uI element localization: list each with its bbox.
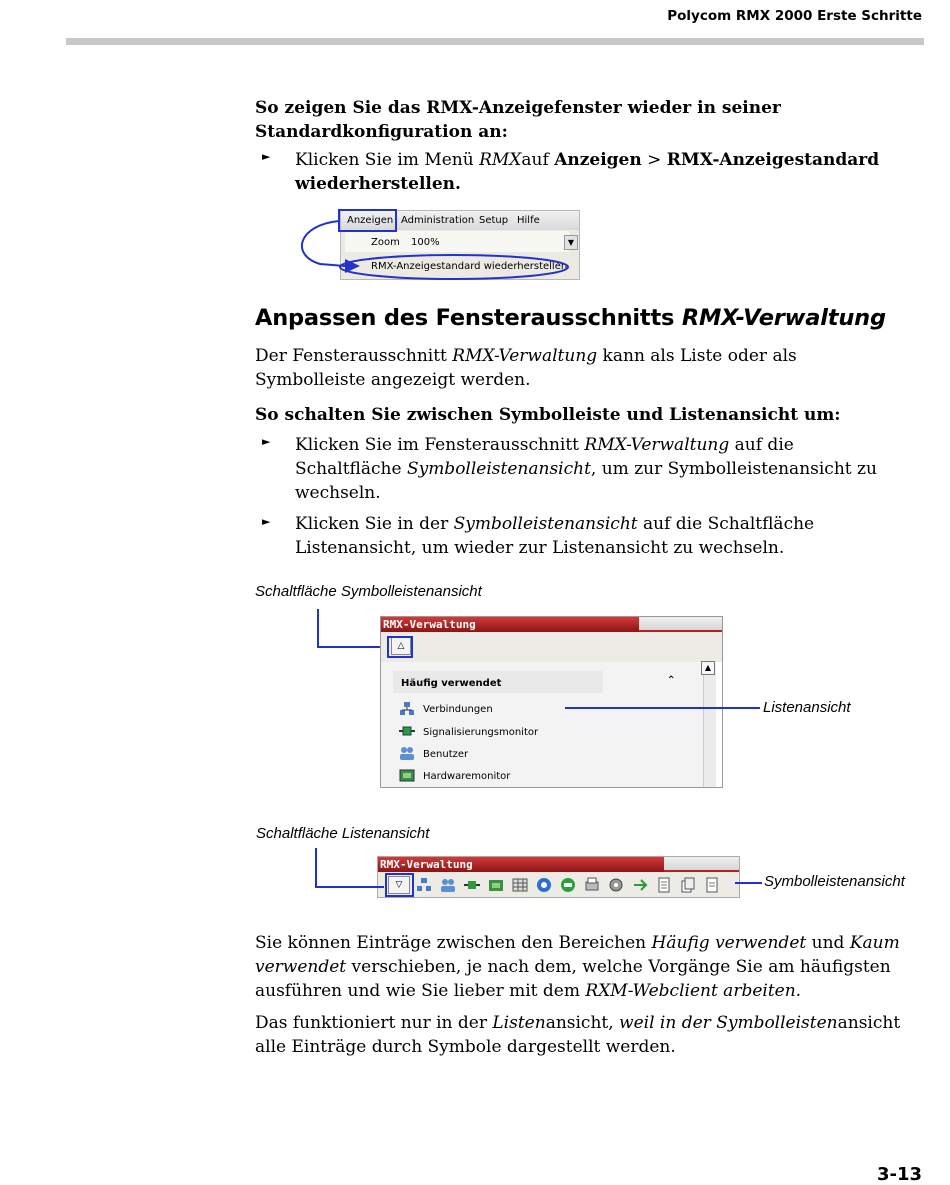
zoom-dropdown-icon[interactable]: ▼ — [564, 235, 578, 250]
closing-paragraph-1: Sie können Einträge zwischen den Bereichen Häufig verwendet und Kaum verwendet verschieben, je nach dem, welche Vorgänge Sie am häufigsten ausführen und wie Sie lieber mit dem RXM-Webclient arbeiten. — [255, 933, 900, 1001]
toolbar-view-button[interactable]: △ — [391, 637, 411, 655]
caption-list-view: Listenansicht — [763, 699, 851, 716]
zoom-label: Zoom — [371, 237, 400, 248]
menu-item-hilfe[interactable]: Hilfe — [517, 215, 540, 226]
collapse-chevron-icon[interactable]: ⌃ — [667, 675, 676, 686]
section2-title: Anpassen des Fensterausschnitts RMX-Verwaltung — [255, 305, 886, 331]
list-item-users[interactable]: Benutzer — [423, 749, 469, 760]
users-icon — [399, 745, 415, 761]
caption-toolbar-view-button: Schaltfläche Symbolleistenansicht — [255, 583, 482, 600]
page-number: 3-13 — [876, 1164, 922, 1185]
list-item-hardware-monitor[interactable]: Hardwaremonitor — [423, 771, 511, 782]
caption-list-view-button: Schaltfläche Listenansicht — [256, 825, 430, 842]
section2-bullet2: Klicken Sie in der Symbolleistenansicht auf die Schaltfläche Listenansicht, um wieder zur Listenansicht zu wechseln. — [295, 514, 815, 558]
menu-item-setup[interactable]: Setup — [479, 215, 509, 226]
menu-item-anzeigen[interactable]: Anzeigen — [347, 215, 394, 226]
running-header: Polycom RMX 2000 Erste Schritte — [667, 8, 922, 24]
section2-subheading: So schalten Sie zwischen Symbolleiste und Listenansicht um: — [255, 405, 841, 425]
menu-callout-annotation — [290, 205, 590, 290]
caption-toolbar-view: Symbolleistenansicht — [764, 873, 905, 890]
menu-item-administration[interactable]: Administration — [401, 215, 475, 226]
header-rule — [66, 38, 924, 45]
list-view-button[interactable]: ▽ — [388, 876, 410, 894]
panel-title-bar: RMX-Verwaltung — [381, 617, 639, 632]
closing-paragraph-2: Das funktioniert nur in der Listenansicht, weil in der Symbolleistenansicht alle Einträge durch Symbole dargestellt werden. — [255, 1013, 901, 1057]
section2-paragraph: Der Fensterausschnitt RMX-Verwaltung kann als Liste oder als Symbolleiste angezeigt werden. — [255, 346, 797, 390]
group-title: Häufig verwendet — [401, 678, 502, 689]
panel-title-bar: RMX-Verwaltung — [378, 857, 664, 872]
hardware-monitor-icon — [399, 767, 415, 783]
bullet-marker-icon: ► — [262, 515, 271, 528]
list-item-connections[interactable]: Verbindungen — [423, 704, 493, 715]
signaling-monitor-icon — [399, 724, 415, 738]
figure1-callouts — [300, 595, 770, 720]
zoom-value: 100% — [411, 237, 440, 248]
scroll-up-icon[interactable]: ▲ — [701, 661, 715, 675]
section1-bullet: Klicken Sie im Menü RMXauf Anzeigen > RMX-Anzeigestandard wiederherstellen. — [295, 150, 880, 194]
section1-heading: So zeigen Sie das RMX-Anzeigefenster wieder in seiner Standardkonfiguration an: — [255, 98, 781, 142]
section2-bullet1: Klicken Sie im Fensterausschnitt RMX-Verwaltung auf die Schaltfläche Symbolleistenansicht, um zur Symbolleistenansicht zu wechseln. — [295, 435, 877, 503]
figure2-callouts — [300, 840, 770, 900]
list-item-signaling-monitor[interactable]: Signalisierungsmonitor — [423, 727, 539, 738]
bullet-marker-icon: ► — [262, 435, 271, 448]
bullet-marker-icon: ► — [262, 150, 271, 163]
menu-item-restore-default[interactable]: RMX-Anzeigestandard wiederherstellen — [371, 261, 568, 272]
